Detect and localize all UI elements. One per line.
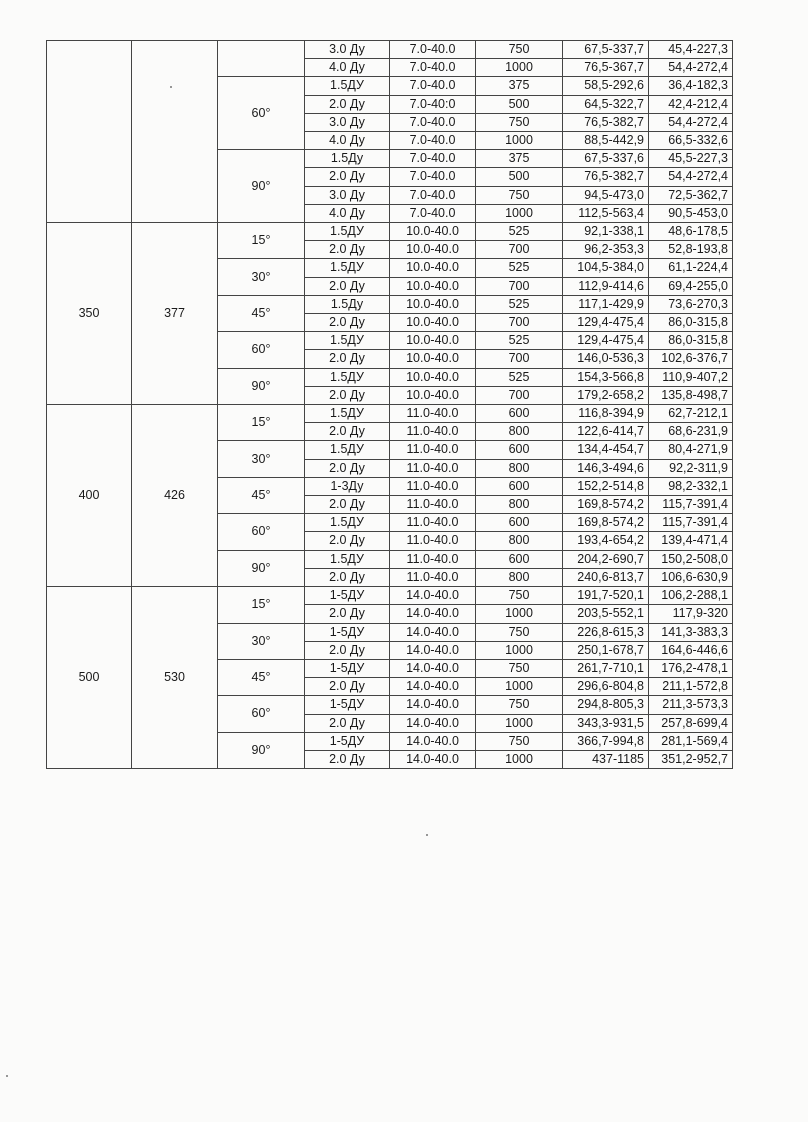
range-b-cell: 61,1-224,4 [649,259,733,277]
pipe-ratio-cell: 3.0 Ду [305,41,390,59]
range-b-cell: 281,1-569,4 [649,732,733,750]
range-a-cell: 104,5-384,0 [563,259,649,277]
pipe-ratio-cell: 1.5ДУ [305,259,390,277]
length-cell: 750 [476,696,563,714]
range-b-cell: 52,8-193,8 [649,241,733,259]
length-cell: 1000 [476,59,563,77]
pressure-range-cell: 11.0-40.0 [390,514,476,532]
range-b-cell: 176,2-478,1 [649,659,733,677]
pressure-range-cell: 14.0-40.0 [390,623,476,641]
table-row [47,41,733,59]
length-cell: 750 [476,659,563,677]
length-cell: 600 [476,405,563,423]
range-a-cell: 76,5-382,7 [563,113,649,131]
range-b-cell: 66,5-332,6 [649,132,733,150]
range-a-cell: 122,6-414,7 [563,423,649,441]
range-b-cell: 86,0-315,8 [649,332,733,350]
range-b-cell: 86,0-315,8 [649,314,733,332]
length-cell: 1000 [476,204,563,222]
range-a-cell: 366,7-994,8 [563,732,649,750]
pipe-ratio-cell: 2.0 Ду [305,459,390,477]
range-b-cell: 54,4-272,4 [649,113,733,131]
scan-speck [170,86,172,88]
length-cell: 1000 [476,132,563,150]
pipe-ratio-cell: 1-5ДУ [305,732,390,750]
length-cell: 375 [476,150,563,168]
pipe-ratio-cell: 2.0 Ду [305,423,390,441]
range-a-cell: 294,8-805,3 [563,696,649,714]
angle-cell [218,41,305,77]
range-b-cell: 45,4-227,3 [649,41,733,59]
pressure-range-cell: 7.0-40:0 [390,95,476,113]
range-b-cell: 62,7-212,1 [649,405,733,423]
outer-diameter-cell: 426 [132,405,218,587]
length-cell: 800 [476,568,563,586]
range-b-cell: 139,4-471,4 [649,532,733,550]
outer-diameter-cell: 530 [132,587,218,769]
length-cell: 1000 [476,750,563,768]
range-b-cell: 42,4-212,4 [649,95,733,113]
pressure-range-cell: 10.0-40.0 [390,314,476,332]
length-cell: 700 [476,350,563,368]
pipe-ratio-cell: 1.5ДУ [305,405,390,423]
pipe-ratio-cell: 1-5ДУ [305,623,390,641]
range-a-cell: 169,8-574,2 [563,514,649,532]
pressure-range-cell: 7.0-40.0 [390,77,476,95]
pressure-range-cell: 14.0-40.0 [390,696,476,714]
range-a-cell: 169,8-574,2 [563,496,649,514]
outer-diameter-cell: 377 [132,223,218,405]
pipe-ratio-cell: 2.0 Ду [305,241,390,259]
pipe-ratio-cell: 2.0 Ду [305,605,390,623]
pipe-ratio-cell: 1.5ДУ [305,441,390,459]
pipe-ratio-cell: 2.0 Ду [305,678,390,696]
range-b-cell: 115,7-391,4 [649,514,733,532]
pressure-range-cell: 10.0-40.0 [390,350,476,368]
pressure-range-cell: 11.0-40.0 [390,441,476,459]
pipe-ratio-cell: 2.0 Ду [305,750,390,768]
pipe-ratio-cell: 1-5ДУ [305,696,390,714]
pipe-ratio-cell: 1.5Ду [305,150,390,168]
range-b-cell: 211,3-573,3 [649,696,733,714]
pressure-range-cell: 11.0-40.0 [390,550,476,568]
angle-cell: 15° [218,405,305,441]
table-row [47,587,733,605]
pressure-range-cell: 10.0-40.0 [390,368,476,386]
pressure-range-cell: 11.0-40.0 [390,496,476,514]
length-cell: 700 [476,241,563,259]
pipe-ratio-cell: 2.0 Ду [305,532,390,550]
range-a-cell: 112,9-414,6 [563,277,649,295]
range-a-cell: 88,5-442,9 [563,132,649,150]
nominal-diameter-cell: 400 [47,405,132,587]
angle-cell: 90° [218,550,305,586]
pressure-range-cell: 10.0-40.0 [390,277,476,295]
pipe-ratio-cell: 2.0 Ду [305,714,390,732]
length-cell: 1000 [476,605,563,623]
length-cell: 700 [476,386,563,404]
length-cell: 500 [476,95,563,113]
pipe-ratio-cell: 2.0 Ду [305,386,390,404]
length-cell: 750 [476,587,563,605]
nominal-diameter-cell: 350 [47,223,132,405]
pressure-range-cell: 14.0-40.0 [390,641,476,659]
length-cell: 525 [476,332,563,350]
range-a-cell: 112,5-563,4 [563,204,649,222]
pressure-range-cell: 11.0-40.0 [390,477,476,495]
angle-cell: 30° [218,259,305,295]
range-b-cell: 164,6-446,6 [649,641,733,659]
angle-cell: 45° [218,477,305,513]
length-cell: 375 [476,77,563,95]
length-cell: 600 [476,441,563,459]
range-a-cell: 296,6-804,8 [563,678,649,696]
scan-speck [6,1075,8,1077]
range-b-cell: 54,4-272,4 [649,59,733,77]
angle-cell: 60° [218,696,305,732]
pressure-range-cell: 7.0-40.0 [390,41,476,59]
pipe-ratio-cell: 2.0 Ду [305,568,390,586]
angle-cell: 90° [218,732,305,768]
range-a-cell: 116,8-394,9 [563,405,649,423]
pressure-range-cell: 14.0-40.0 [390,714,476,732]
pressure-range-cell: 7.0-40.0 [390,186,476,204]
range-b-cell: 150,2-508,0 [649,550,733,568]
pipe-ratio-cell: 2.0 Ду [305,350,390,368]
range-a-cell: 179,2-658,2 [563,386,649,404]
length-cell: 750 [476,623,563,641]
range-a-cell: 76,5-382,7 [563,168,649,186]
angle-cell: 60° [218,514,305,550]
pressure-range-cell: 14.0-40.0 [390,659,476,677]
range-a-cell: 117,1-429,9 [563,295,649,313]
range-a-cell: 92,1-338,1 [563,223,649,241]
length-cell: 800 [476,423,563,441]
length-cell: 700 [476,314,563,332]
range-a-cell: 76,5-367,7 [563,59,649,77]
pipe-ratio-cell: 2.0 Ду [305,277,390,295]
pressure-range-cell: 14.0-40.0 [390,750,476,768]
range-a-cell: 94,5-473,0 [563,186,649,204]
length-cell: 525 [476,295,563,313]
range-b-cell: 257,8-699,4 [649,714,733,732]
angle-cell: 45° [218,659,305,695]
pipe-ratio-cell: 1-5ДУ [305,659,390,677]
pipe-ratio-cell: 2.0 Ду [305,95,390,113]
range-b-cell: 102,6-376,7 [649,350,733,368]
length-cell: 800 [476,532,563,550]
specification-table-body [47,41,733,769]
angle-cell: 60° [218,332,305,368]
length-cell: 750 [476,186,563,204]
pressure-range-cell: 7.0-40.0 [390,204,476,222]
range-b-cell: 73,6-270,3 [649,295,733,313]
pressure-range-cell: 10.0-40.0 [390,223,476,241]
range-a-cell: 226,8-615,3 [563,623,649,641]
pipe-ratio-cell: 2.0 Ду [305,496,390,514]
pressure-range-cell: 11.0-40.0 [390,459,476,477]
length-cell: 525 [476,223,563,241]
pressure-range-cell: 11.0-40.0 [390,568,476,586]
range-b-cell: 115,7-391,4 [649,496,733,514]
range-b-cell: 68,6-231,9 [649,423,733,441]
pressure-range-cell: 7.0-40.0 [390,132,476,150]
pipe-ratio-cell: 3.0 Ду [305,186,390,204]
pressure-range-cell: 7.0-40.0 [390,168,476,186]
pipe-ratio-cell: 1.5Ду [305,295,390,313]
length-cell: 1000 [476,714,563,732]
pipe-ratio-cell: 1.5ДУ [305,223,390,241]
range-a-cell: 193,4-654,2 [563,532,649,550]
range-b-cell: 141,3-383,3 [649,623,733,641]
length-cell: 700 [476,277,563,295]
range-b-cell: 80,4-271,9 [649,441,733,459]
pipe-ratio-cell: 2.0 Ду [305,641,390,659]
pressure-range-cell: 14.0-40.0 [390,587,476,605]
range-a-cell: 250,1-678,7 [563,641,649,659]
range-b-cell: 351,2-952,7 [649,750,733,768]
angle-cell: 15° [218,587,305,623]
angle-cell: 30° [218,623,305,659]
range-b-cell: 72,5-362,7 [649,186,733,204]
pipe-ratio-cell: 1.5ДУ [305,77,390,95]
length-cell: 500 [476,168,563,186]
angle-cell: 90° [218,368,305,404]
range-a-cell: 152,2-514,8 [563,477,649,495]
length-cell: 800 [476,459,563,477]
range-a-cell: 261,7-710,1 [563,659,649,677]
range-a-cell: 204,2-690,7 [563,550,649,568]
pipe-ratio-cell: 2.0 Ду [305,314,390,332]
range-b-cell: 106,6-630,9 [649,568,733,586]
pipe-ratio-cell: 1.5ДУ [305,550,390,568]
scan-speck [426,834,428,836]
pipe-ratio-cell: 1.5ДУ [305,332,390,350]
pressure-range-cell: 10.0-40.0 [390,259,476,277]
length-cell: 750 [476,113,563,131]
pipe-ratio-cell: 1.5ДУ [305,514,390,532]
range-a-cell: 240,6-813,7 [563,568,649,586]
range-b-cell: 135,8-498,7 [649,386,733,404]
range-a-cell: 134,4-454,7 [563,441,649,459]
pressure-range-cell: 10.0-40.0 [390,332,476,350]
pressure-range-cell: 10.0-40.0 [390,241,476,259]
range-a-cell: 64,5-322,7 [563,95,649,113]
range-a-cell: 96,2-353,3 [563,241,649,259]
pressure-range-cell: 7.0-40.0 [390,113,476,131]
pressure-range-cell: 14.0-40.0 [390,605,476,623]
range-a-cell: 203,5-552,1 [563,605,649,623]
range-a-cell: 129,4-475,4 [563,332,649,350]
range-b-cell: 36,4-182,3 [649,77,733,95]
range-b-cell: 54,4-272,4 [649,168,733,186]
range-b-cell: 211,1-572,8 [649,678,733,696]
pipe-ratio-cell: 3.0 Ду [305,113,390,131]
pipe-ratio-cell: 1-5ДУ [305,587,390,605]
length-cell: 600 [476,550,563,568]
range-a-cell: 154,3-566,8 [563,368,649,386]
range-a-cell: 146,0-536,3 [563,350,649,368]
pipe-ratio-cell: 4.0 Ду [305,132,390,150]
pressure-range-cell: 14.0-40.0 [390,678,476,696]
range-b-cell: 69,4-255,0 [649,277,733,295]
length-cell: 750 [476,732,563,750]
pressure-range-cell: 11.0-40.0 [390,423,476,441]
pipe-ratio-cell: 4.0 Ду [305,204,390,222]
nominal-diameter-cell [47,41,132,223]
angle-cell: 30° [218,441,305,477]
outer-diameter-cell [132,41,218,223]
length-cell: 600 [476,477,563,495]
range-a-cell: 67,5-337,6 [563,150,649,168]
range-a-cell: 146,3-494,6 [563,459,649,477]
pressure-range-cell: 7.0-40.0 [390,150,476,168]
length-cell: 800 [476,496,563,514]
length-cell: 600 [476,514,563,532]
range-a-cell: 437-1185 [563,750,649,768]
length-cell: 1000 [476,641,563,659]
angle-cell: 90° [218,150,305,223]
pressure-range-cell: 14.0-40.0 [390,732,476,750]
range-b-cell: 98,2-332,1 [649,477,733,495]
table-row [47,223,733,241]
pressure-range-cell: 10.0-40.0 [390,386,476,404]
range-a-cell: 191,7-520,1 [563,587,649,605]
pipe-ratio-cell: 1.5ДУ [305,368,390,386]
range-b-cell: 106,2-288,1 [649,587,733,605]
specification-table [46,40,733,769]
range-a-cell: 67,5-337,7 [563,41,649,59]
pressure-range-cell: 11.0-40.0 [390,405,476,423]
length-cell: 525 [476,368,563,386]
range-a-cell: 58,5-292,6 [563,77,649,95]
range-b-cell: 117,9-320 [649,605,733,623]
length-cell: 750 [476,41,563,59]
table-row [47,405,733,423]
range-b-cell: 92,2-311,9 [649,459,733,477]
angle-cell: 45° [218,295,305,331]
length-cell: 525 [476,259,563,277]
pressure-range-cell: 10.0-40.0 [390,295,476,313]
range-b-cell: 90,5-453,0 [649,204,733,222]
pressure-range-cell: 7.0-40.0 [390,59,476,77]
range-b-cell: 110,9-407,2 [649,368,733,386]
angle-cell: 60° [218,77,305,150]
range-b-cell: 45,5-227,3 [649,150,733,168]
nominal-diameter-cell: 500 [47,587,132,769]
range-a-cell: 129,4-475,4 [563,314,649,332]
length-cell: 1000 [476,678,563,696]
pressure-range-cell: 11.0-40.0 [390,532,476,550]
range-b-cell: 48,6-178,5 [649,223,733,241]
angle-cell: 15° [218,223,305,259]
pipe-ratio-cell: 1-3Ду [305,477,390,495]
range-a-cell: 343,3-931,5 [563,714,649,732]
pipe-ratio-cell: 2.0 Ду [305,168,390,186]
pipe-ratio-cell: 4.0 Ду [305,59,390,77]
